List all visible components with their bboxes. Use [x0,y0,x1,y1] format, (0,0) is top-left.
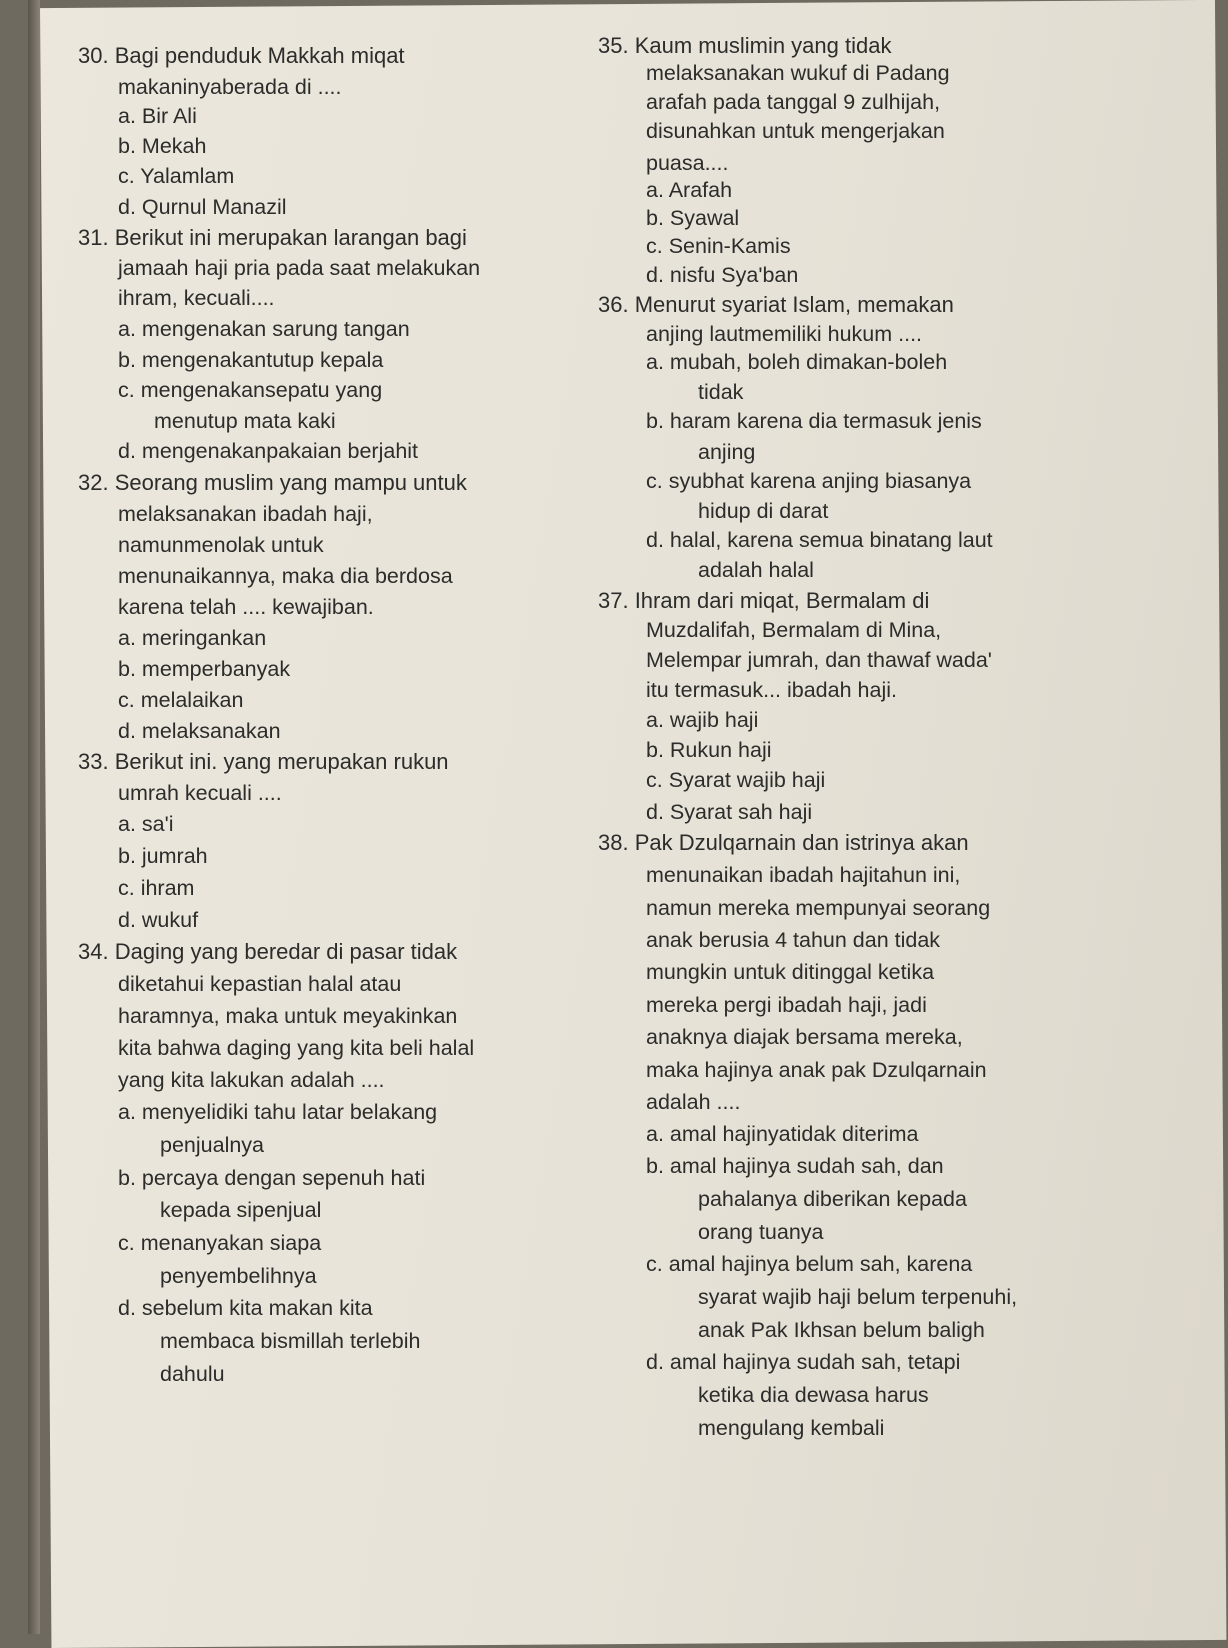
text-line: 35. Kaum muslimin yang tidak [598,33,892,58]
text-line: c. mengenakansepatu yang [118,378,383,402]
text-line: d. melaksanakan [118,719,281,743]
text-line: itu termasuk... ibadah haji. [646,678,897,702]
text-line: membaca bismillah terlebih [160,1329,421,1353]
text-line: namun mereka mempunyai seorang [646,896,991,920]
text-line: hidup di darat [698,499,829,523]
text-line: menunaikan ibadah hajitahun ini, [646,863,961,887]
paper-edge-shadow [28,0,40,1634]
text-line: menutup mata kaki [154,409,336,433]
text-line: disunahkan untuk mengerjakan [646,119,945,143]
text-line: mereka pergi ibadah haji, jadi [646,993,927,1017]
text-line: b. mengenakantutup kepala [118,348,384,372]
text-line: c. melalaikan [118,688,244,712]
text-line: a. mengenakan sarung tangan [118,317,410,341]
text-line: ketika dia dewasa harus [698,1383,929,1407]
text-line: a. sa'i [118,812,174,836]
text-line: mungkin untuk ditinggal ketika [646,960,935,984]
text-line: syarat wajib haji belum terpenuhi, [698,1285,1018,1309]
text-line: tidak [698,380,744,404]
text-line: b. memperbanyak [118,657,291,681]
text-line: maka hajinya anak pak Dzulqarnain [646,1058,987,1082]
left-column [78,0,598,1634]
text-line: b. amal hajinya sudah sah, dan [646,1154,944,1178]
text-line: a. Bir Ali [118,104,197,128]
text-line: 34. Daging yang beredar di pasar tidak [78,939,458,964]
text-line: jamaah haji pria pada saat melakukan [118,256,481,280]
text-line: a. wajib haji [646,708,759,732]
text-line: 30. Bagi penduduk Makkah miqat [78,43,405,68]
text-line: karena telah .... kewajiban. [118,595,374,619]
text-line: a. Arafah [646,178,733,202]
text-line: d. mengenakanpakaian berjahit [118,439,419,463]
text-line: d. amal hajinya sudah sah, tetapi [646,1350,961,1374]
text-line: c. Senin-Kamis [646,234,791,258]
text-line: b. percaya dengan sepenuh hati [118,1166,426,1190]
text-line: anjing lautmemiliki hukum .... [646,322,923,346]
text-line: anjing [698,440,756,464]
text-line: a. meringankan [118,626,267,650]
text-line: diketahui kepastian halal atau [118,972,402,996]
text-line: c. amal hajinya belum sah, karena [646,1252,973,1276]
text-line: umrah kecuali .... [118,781,282,805]
text-line: 37. Ihram dari miqat, Bermalam di [598,588,930,613]
text-line: c. Syarat wajib haji [646,768,826,792]
text-line: namunmenolak untuk [118,533,324,557]
text-line: Muzdalifah, Bermalam di Mina, [646,618,942,642]
text-line: a. menyelidiki tahu latar belakang [118,1100,438,1124]
text-line: c. menanyakan siapa [118,1231,322,1255]
text-line: d. Qurnul Manazil [118,195,287,219]
text-line: anaknya diajak bersama mereka, [646,1025,963,1049]
text-line: d. wukuf [118,908,199,932]
text-line: dahulu [160,1362,225,1386]
text-line: a. mubah, boleh dimakan-boleh [646,350,948,374]
text-line: kita bahwa daging yang kita beli halal [118,1036,475,1060]
text-line: penyembelihnya [160,1264,317,1288]
text-line: b. haram karena dia termasuk jenis [646,409,982,433]
text-line: yang kita lakukan adalah .... [118,1068,385,1092]
text-line: b. Rukun haji [646,738,772,762]
text-line: 38. Pak Dzulqarnain dan istrinya akan [598,830,969,855]
text-line: melaksanakan ibadah haji, [118,502,373,526]
text-line: c. Yalamlam [118,164,235,188]
text-line: adalah .... [646,1090,741,1114]
text-line: kepada sipenjual [160,1198,322,1222]
text-line: c. ihram [118,876,195,900]
text-line: b. Syawal [646,206,740,230]
text-line: a. amal hajinyatidak diterima [646,1122,919,1146]
text-line: haramnya, maka untuk meyakinkan [118,1004,458,1028]
text-line: anak Pak Ikhsan belum baligh [698,1318,985,1342]
text-line: melaksanakan wukuf di Padang [646,61,950,85]
text-line: b. Mekah [118,134,207,158]
text-line: makaninyaberada di .... [118,75,342,99]
text-line: penjualnya [160,1133,265,1157]
text-line: b. jumrah [118,844,208,868]
text-line: 32. Seorang muslim yang mampu untuk [78,470,467,495]
text-line: 31. Berikut ini merupakan larangan bagi [78,225,467,250]
text-line: orang tuanya [698,1220,824,1244]
text-line: ihram, kecuali.... [118,286,275,310]
text-line: d. halal, karena semua binatang laut [646,528,993,552]
text-line: adalah halal [698,558,814,582]
text-line: d. nisfu Sya'ban [646,263,799,287]
text-line: anak berusia 4 tahun dan tidak [646,928,941,952]
text-line: mengulang kembali [698,1416,885,1440]
text-line: pahalanya diberikan kepada [698,1187,967,1211]
text-line: Melempar jumrah, dan thawaf wada' [646,648,992,672]
text-line: d. Syarat sah haji [646,800,813,824]
text-line: d. sebelum kita makan kita [118,1296,373,1320]
text-line: puasa.... [646,151,729,175]
right-column [598,0,1198,1634]
text-line: 33. Berikut ini. yang merupakan rukun [78,749,449,774]
text-line: 36. Menurut syariat Islam, memakan [598,292,954,317]
text-line: c. syubhat karena anjing biasanya [646,469,972,493]
text-line: menunaikannya, maka dia berdosa [118,564,453,588]
text-line: arafah pada tanggal 9 zulhijah, [646,90,941,114]
